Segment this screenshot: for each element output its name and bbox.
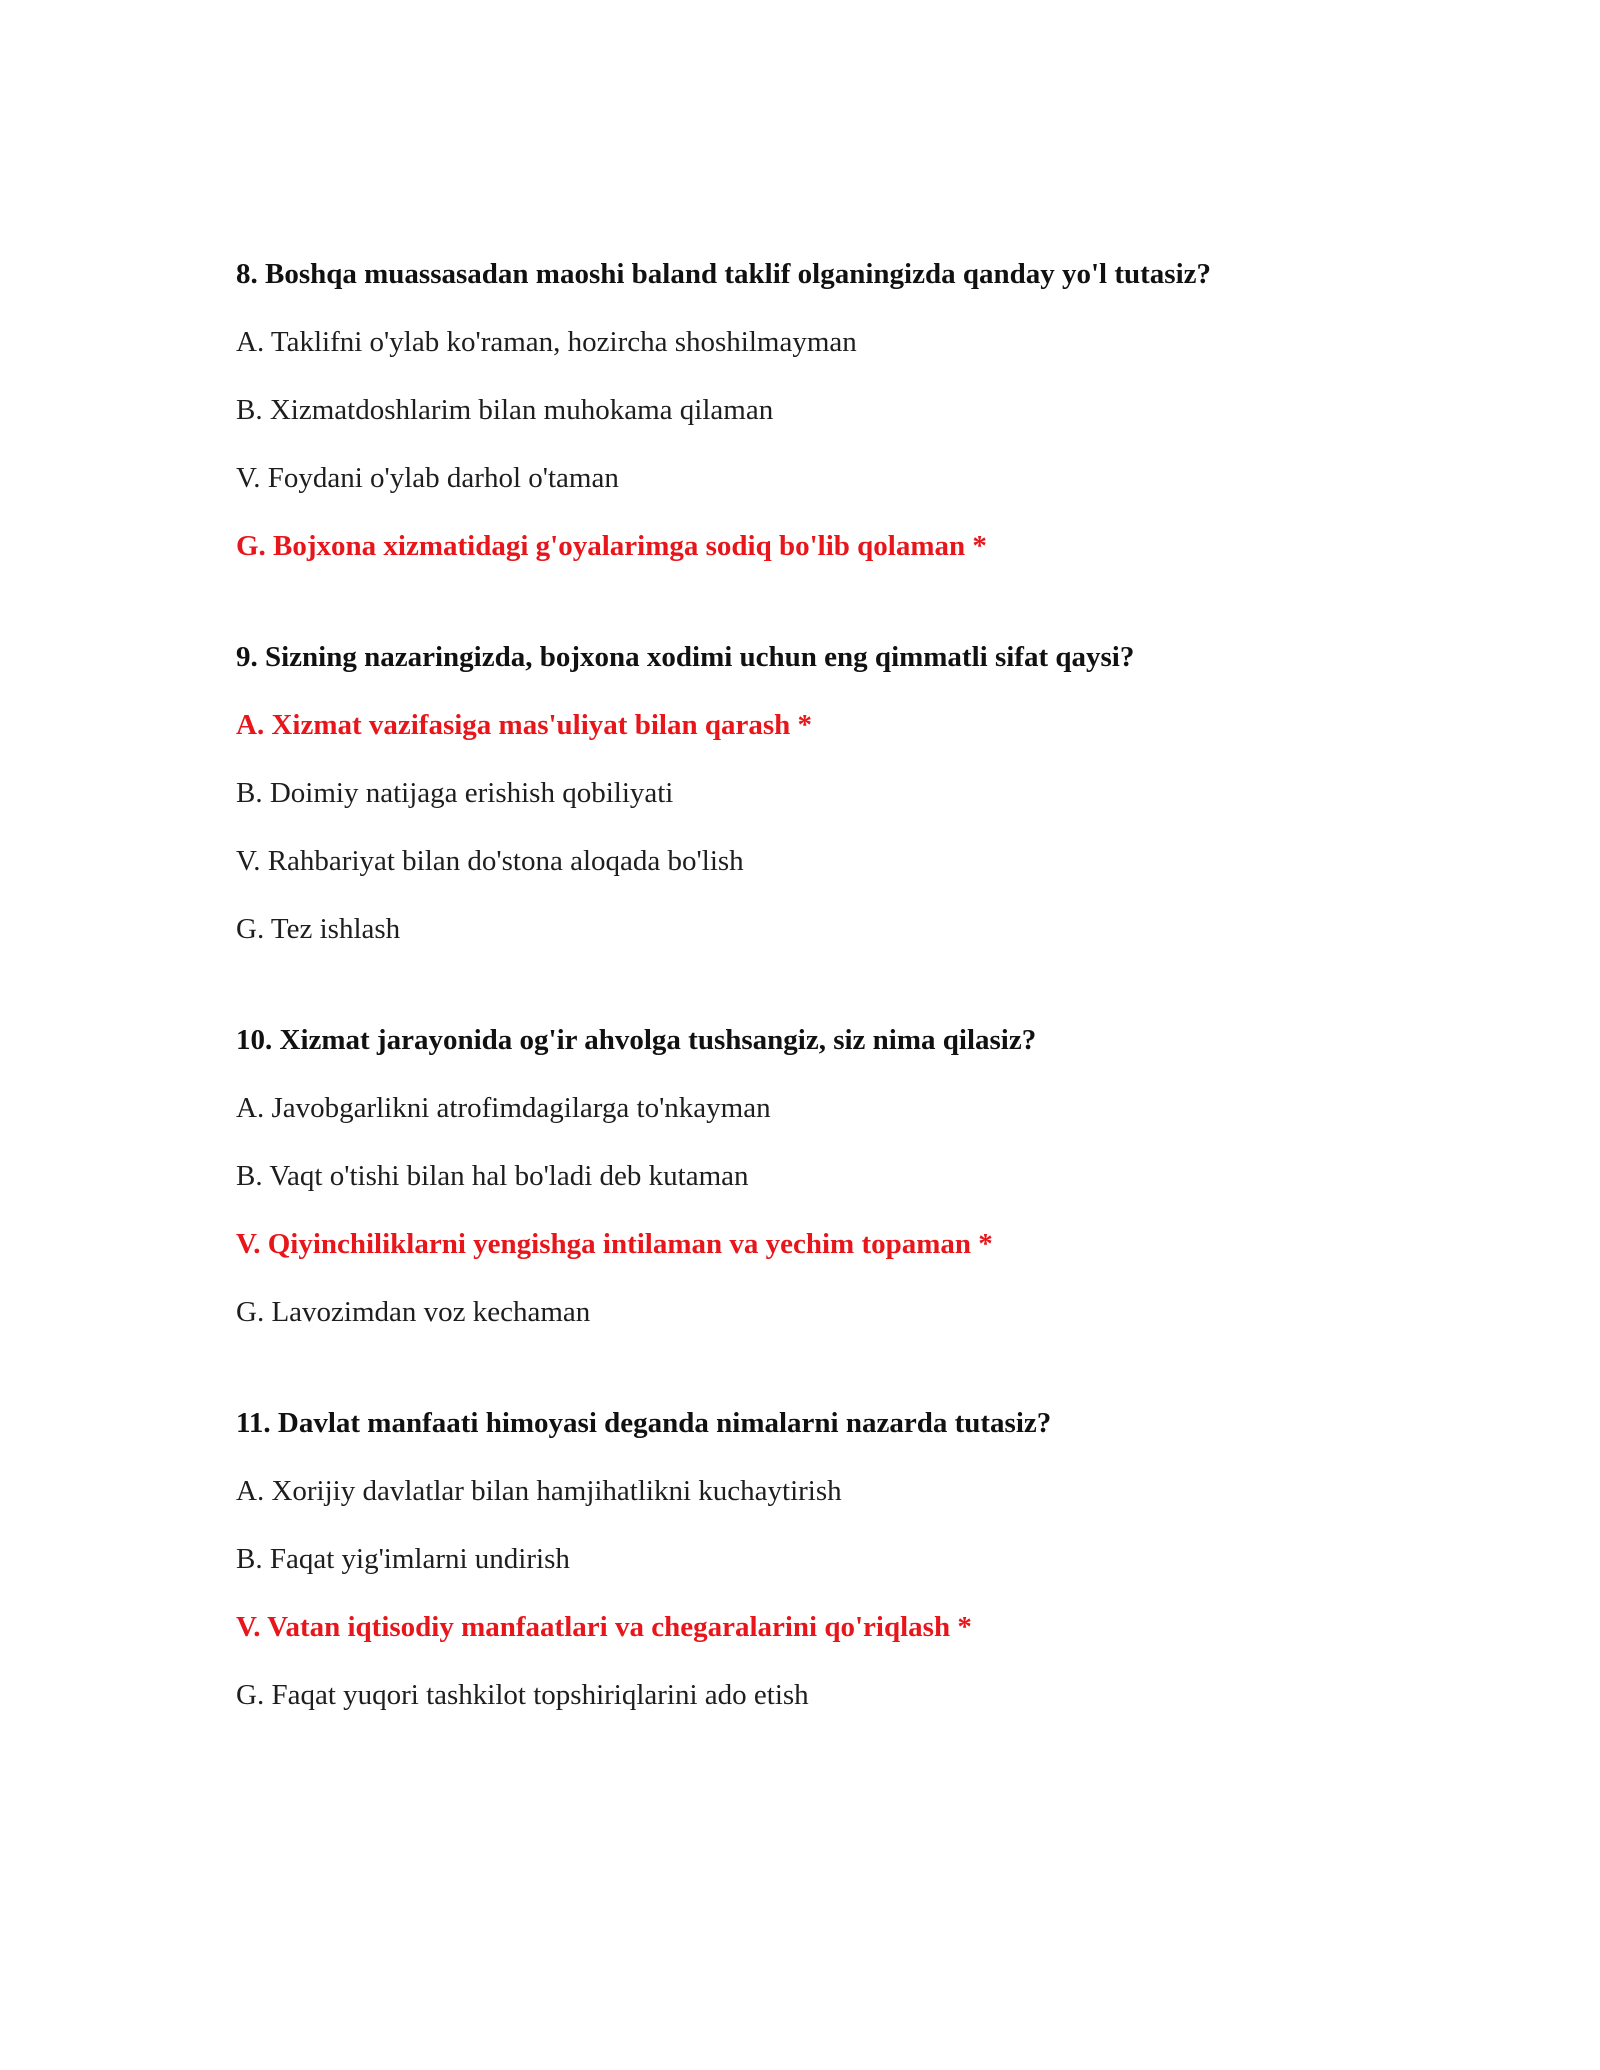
- question-list: [236, 253, 1436, 1785]
- answer-option: G. Faqat yuqori tashkilot topshiriqlarini ado etish: [236, 1679, 809, 1711]
- answer-option: B. Doimiy natijaga erishish qobiliyati: [236, 777, 674, 809]
- answer-option: B. Xizmatdoshlarim bilan muhokama qilaman: [236, 394, 774, 426]
- answer-option: G. Tez ishlash: [236, 913, 401, 945]
- correct-answer-option: A. Xizmat vazifasiga mas'uliyat bilan qarash *: [236, 709, 812, 741]
- answer-option: A. Xorijiy davlatlar bilan hamjihatlikni kuchaytirish: [236, 1475, 842, 1507]
- question-title: 11. Davlat manfaati himoyasi deganda nimalarni nazarda tutasiz?: [236, 1407, 1052, 1439]
- correct-answer-option: G. Bojxona xizmatidagi g'oyalarimga sodiq bo'lib qolaman *: [236, 530, 987, 562]
- answer-option: V. Foydani o'ylab darhol o'taman: [236, 462, 619, 494]
- correct-answer-option: V. Qiyinchiliklarni yengishga intilaman va yechim topaman *: [236, 1228, 993, 1260]
- answer-option: B. Vaqt o'tishi bilan hal bo'ladi deb kutaman: [236, 1160, 749, 1192]
- answer-option: G. Lavozimdan voz kechaman: [236, 1296, 591, 1328]
- question-block-8: [236, 253, 1436, 567]
- correct-answer-option: V. Vatan iqtisodiy manfaatlari va chegaralarini qo'riqlash *: [236, 1611, 972, 1643]
- question-block-9: [236, 636, 1436, 950]
- answer-option: A. Taklifni o'ylab ko'raman, hozircha shoshilmayman: [236, 326, 857, 358]
- question-block-11: [236, 1402, 1436, 1716]
- question-block-10: [236, 1019, 1436, 1333]
- answer-option: B. Faqat yig'imlarni undirish: [236, 1543, 570, 1575]
- question-title: 9. Sizning nazaringizda, bojxona xodimi uchun eng qimmatli sifat qaysi?: [236, 641, 1135, 673]
- question-title: 10. Xizmat jarayonida og'ir ahvolga tushsangiz, siz nima qilasiz?: [236, 1024, 1037, 1056]
- question-title: 8. Boshqa muassasadan maoshi baland taklif olganingizda qanday yo'l tutasiz?: [236, 258, 1211, 290]
- answer-option: A. Javobgarlikni atrofimdagilarga to'nkayman: [236, 1092, 771, 1124]
- answer-option: V. Rahbariyat bilan do'stona aloqada bo'lish: [236, 845, 744, 877]
